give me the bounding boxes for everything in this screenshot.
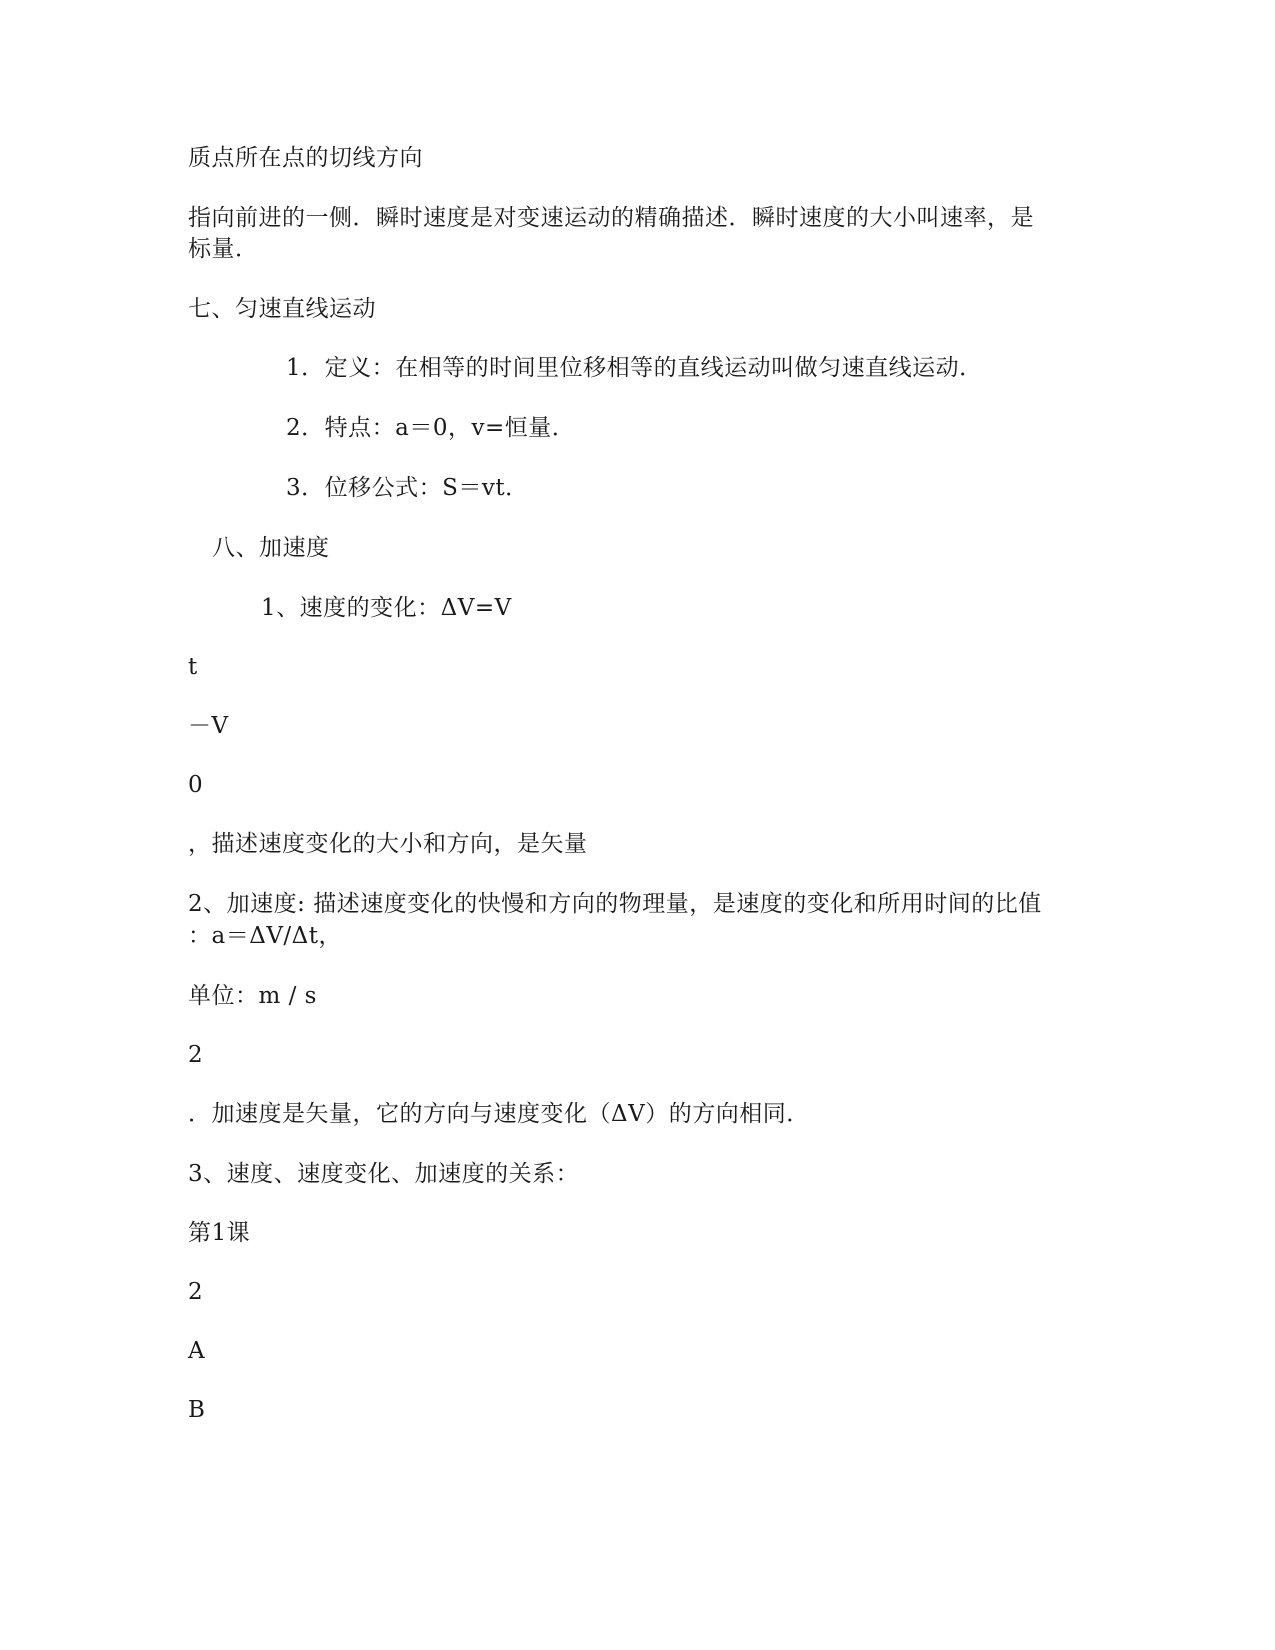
paragraph-unit: 单位：m / s: [188, 983, 317, 1009]
fragment-t: t: [188, 654, 198, 680]
fragment-b: B: [188, 1397, 206, 1423]
list-item-velocity-change: 1、速度的变化：ΔV=V: [261, 595, 512, 621]
list-item-characteristics: 2．特点：a＝0，v=恒量．: [286, 415, 576, 441]
section-heading-uniform-motion: 七、匀速直线运动: [188, 296, 376, 322]
list-item-definition: 1．定义：在相等的时间里位移相等的直线运动叫做匀速直线运动．: [286, 355, 983, 381]
fragment-unit-exponent: 2: [188, 1042, 204, 1068]
section-heading-acceleration: 八、加速度: [212, 535, 330, 561]
list-item-acceleration-line1: 2、加速度: 描述速度变化的快慢和方向的物理量，是速度的变化和所用时间的比值: [188, 891, 1042, 917]
list-item-acceleration-line2: ：a＝ΔV/Δt，: [188, 923, 343, 949]
fragment-lesson: 第1课: [188, 1220, 251, 1246]
paragraph-velocity-change-vector: ，描述速度变化的大小和方向，是矢量: [188, 831, 588, 857]
fragment-a: A: [188, 1338, 206, 1364]
list-item-displacement-formula: 3．位移公式：S＝vt．: [286, 475, 529, 501]
paragraph-tangent-direction: 质点所在点的切线方向: [188, 145, 423, 171]
fragment-two: 2: [188, 1279, 204, 1305]
fragment-minus-v: －V: [188, 713, 229, 739]
fragment-zero: 0: [188, 772, 204, 798]
paragraph-acceleration-vector: ．加速度是矢量，它的方向与速度变化（ΔV）的方向相同．: [188, 1101, 810, 1127]
paragraph-instantaneous-velocity-line2: 标量．: [188, 236, 259, 262]
paragraph-instantaneous-velocity-line1: 指向前进的一侧．瞬时速度是对变速运动的精确描述．瞬时速度的大小叫速率，是: [188, 205, 1034, 231]
list-item-relationship: 3、速度、速度变化、加速度的关系：: [188, 1161, 580, 1187]
